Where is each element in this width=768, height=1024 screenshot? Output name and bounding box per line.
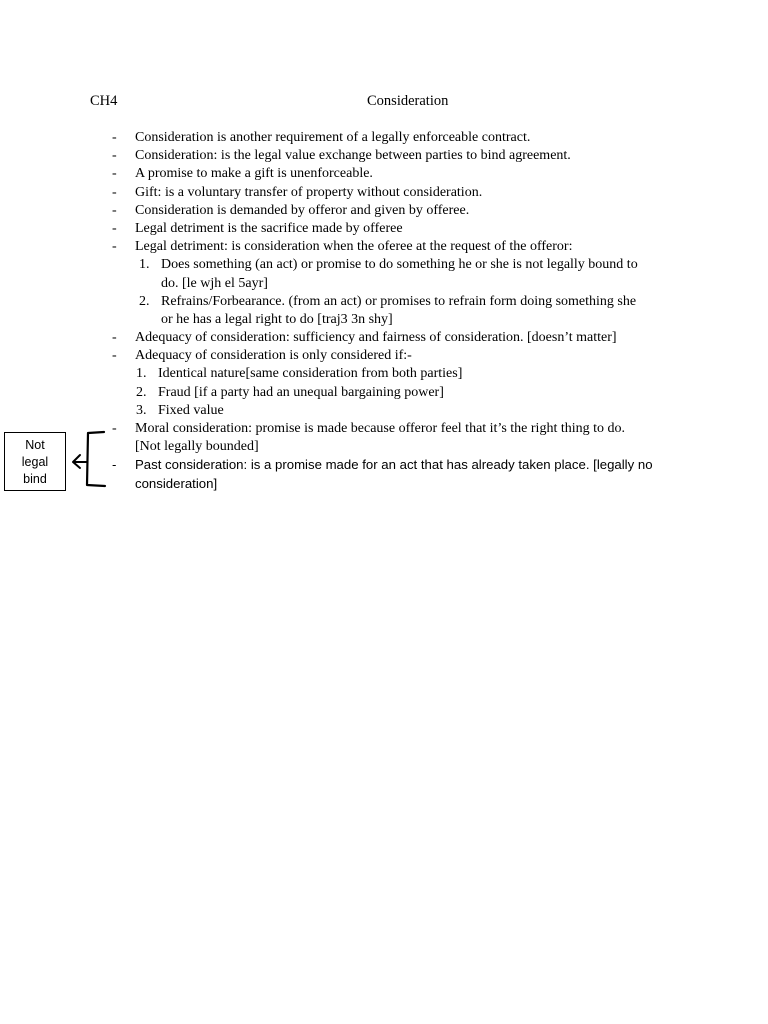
bullet-dash: - — [112, 348, 117, 364]
list-item-text: Moral consideration: promise is made because offeror feel that it’s the right thing to do. — [135, 421, 625, 436]
bullet-dash: - — [112, 130, 117, 145]
bullet-dash: - — [112, 148, 117, 164]
list-item — [0, 184, 768, 202]
bullet-dash: - — [112, 184, 117, 200]
list-item — [0, 456, 768, 474]
list-item-text: Legal detriment is the sacrifice made by offeree — [135, 220, 403, 236]
notes-list — [0, 129, 768, 493]
list-item — [0, 165, 768, 183]
number-marker: 2. — [136, 384, 147, 400]
numbered-item-text: do. [le wjh el 5ayr] — [161, 275, 268, 291]
list-item-continuation — [0, 438, 768, 456]
list-item — [0, 202, 768, 220]
side-note-line: bind — [23, 472, 47, 486]
list-item-text: A promise to make a gift is unenforceable. — [135, 166, 373, 182]
list-item — [0, 147, 768, 165]
numbered-item-text: Fraud [if a party had an unequal bargaining power] — [158, 384, 444, 400]
numbered-item — [0, 293, 768, 311]
list-item — [0, 329, 768, 347]
numbered-item — [0, 256, 768, 274]
numbered-item-continuation — [0, 311, 768, 329]
numbered-item-text: Refrains/Forbearance. (from an act) or promises to refrain form doing something she — [161, 293, 637, 309]
side-note-line: Not — [25, 438, 45, 452]
list-item — [0, 420, 768, 438]
bullet-dash: - — [112, 202, 117, 218]
number-marker: 1. — [139, 257, 150, 273]
list-item — [0, 129, 768, 147]
list-item-text: Consideration is another requirement of a legally enforceable contract. — [135, 130, 531, 145]
side-note-line: legal — [21, 455, 49, 469]
numbered-item — [0, 402, 768, 420]
list-item-text: Legal detriment: is consideration when the oferee at the request of the offeror: — [135, 239, 573, 255]
number-marker: 1. — [136, 366, 147, 382]
numbered-item — [0, 365, 768, 383]
list-item — [0, 220, 768, 238]
list-item-text: consideration] — [135, 475, 218, 491]
bullet-dash: - — [112, 166, 117, 182]
list-item-text: Consideration is demanded by offeror and given by offeree. — [135, 202, 470, 218]
list-item-text: Gift: is a voluntary transfer of property without consideration. — [135, 184, 483, 200]
list-item — [0, 347, 768, 365]
list-item-text: [Not legally bounded] — [135, 439, 259, 455]
numbered-item-text: Fixed value — [158, 402, 224, 418]
bracket-arrow-icon — [66, 428, 112, 494]
bullet-dash: - — [112, 239, 117, 255]
bullet-dash: - — [112, 220, 117, 236]
chapter-label: CH4 — [90, 93, 118, 109]
bullet-dash: - — [112, 457, 117, 473]
side-note-box — [4, 432, 66, 491]
page-title: Consideration — [367, 93, 449, 109]
numbered-item-text: Identical nature[same consideration from both parties] — [158, 366, 463, 382]
number-marker: 2. — [139, 293, 150, 309]
numbered-item-text: or he has a legal right to do [traj3 3n shy] — [161, 311, 393, 327]
list-item-continuation — [0, 475, 768, 493]
list-item — [0, 238, 768, 256]
bullet-dash: - — [112, 421, 117, 436]
list-item-text: Adequacy of consideration is only considered if:- — [135, 348, 412, 364]
numbered-item — [0, 384, 768, 402]
bullet-dash: - — [112, 330, 117, 346]
numbered-item-continuation — [0, 275, 768, 293]
numbered-item-text: Does something (an act) or promise to do something he or she is not legally bound to — [161, 257, 638, 273]
list-item-text: Consideration: is the legal value exchange between parties to bind agreement. — [135, 148, 571, 164]
number-marker: 3. — [136, 402, 147, 418]
list-item-text: Past consideration: is a promise made for an act that has already taken place. [legally no — [135, 457, 653, 473]
list-item-text: Adequacy of consideration: sufficiency and fairness of consideration. [doesn’t matter] — [135, 330, 617, 346]
